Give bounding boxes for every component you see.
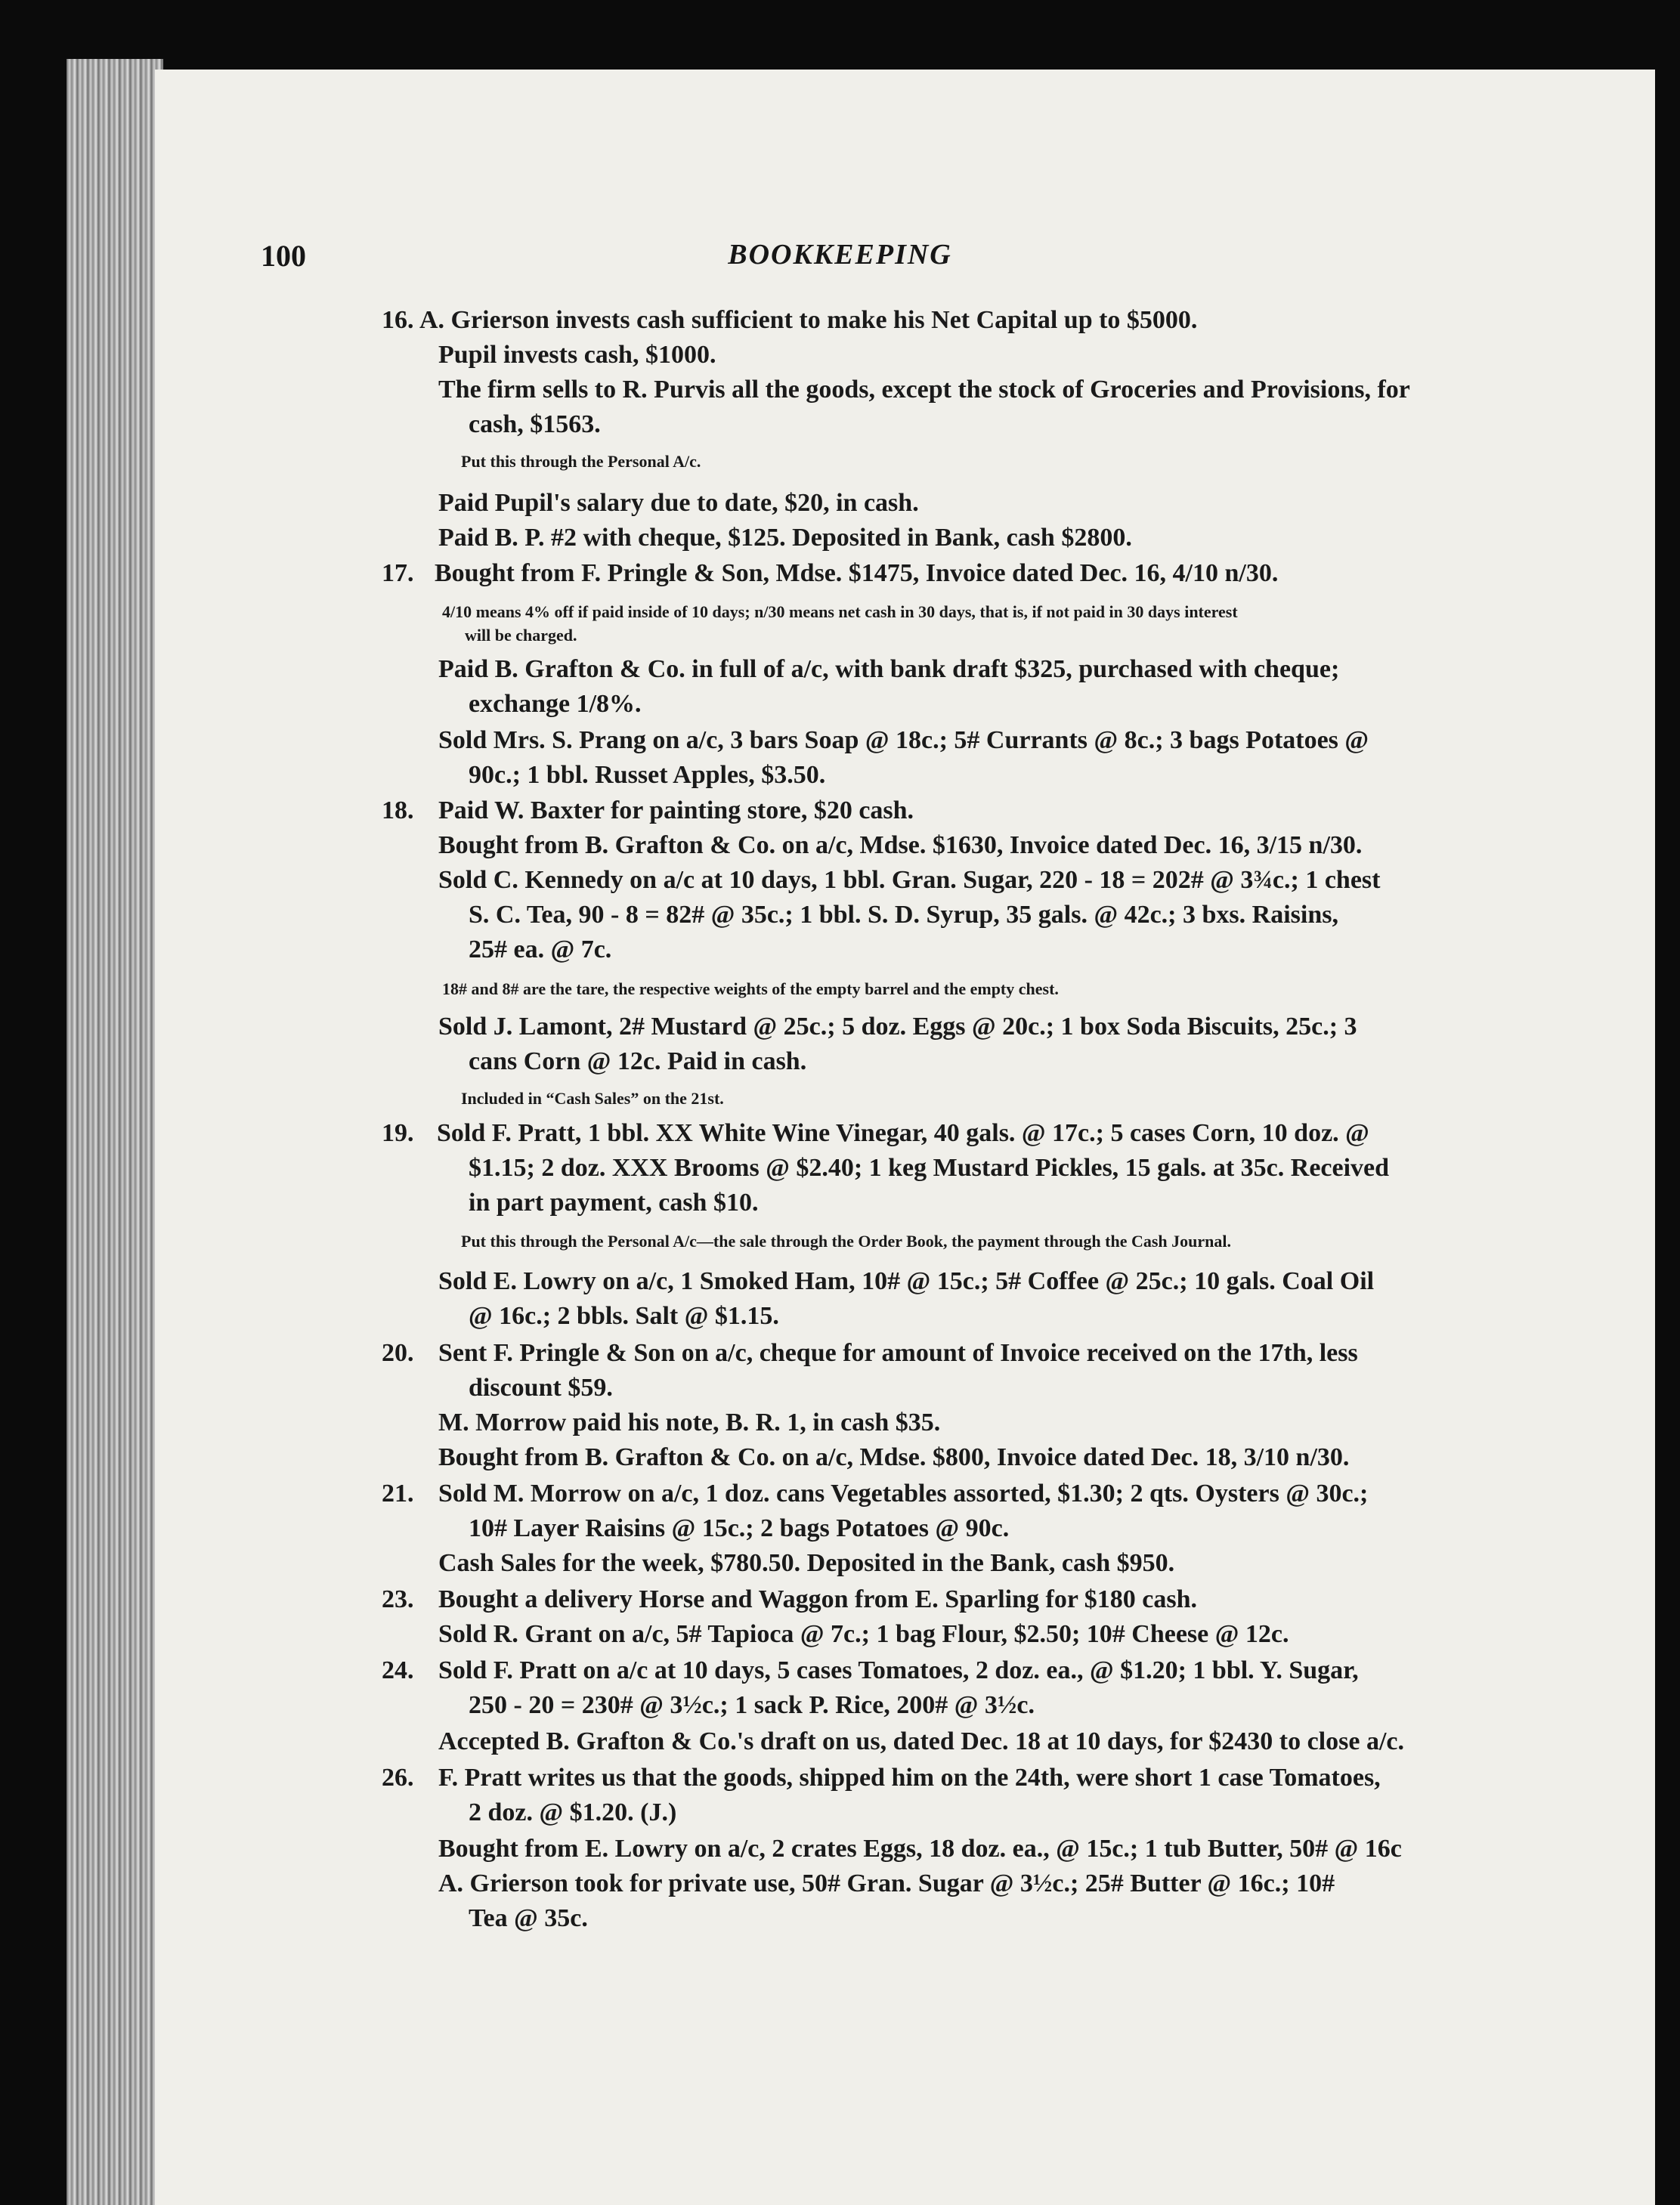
entry-line: A. Grierson invests cash sufficient to make his Net Capital up to $5000. — [419, 306, 1198, 334]
entry-line: @ 16c.; 2 bbls. Salt @ $1.15. — [469, 1302, 779, 1330]
entry-line: 10# Layer Raisins @ 15c.; 2 bags Potatoes @ 90c. — [469, 1514, 1010, 1542]
entry-line: 90c.; 1 bbl. Russet Apples, $3.50. — [469, 761, 826, 789]
entry-line: in part payment, cash $10. — [469, 1189, 759, 1217]
entry-line: Sold F. Pratt, 1 bbl. XX White Wine Vinegar, 40 gals. @ 17c.; 5 cases Corn, 10 doz. @ — [437, 1119, 1369, 1147]
entry-line: Sold E. Lowry on a/c, 1 Smoked Ham, 10# @ 15c.; 5# Coffee @ 25c.; 10 gals. Coal Oil — [438, 1267, 1375, 1295]
entry-line: Paid B. P. #2 with cheque, $125. Deposited in Bank, cash $2800. — [438, 524, 1132, 552]
entry-line: Bought from B. Grafton & Co. on a/c, Mdse. $800, Invoice dated Dec. 18, 3/10 n/30. — [438, 1443, 1350, 1471]
entry-line: 250 - 20 = 230# @ 3½c.; 1 sack P. Rice, 200# @ 3½c. — [469, 1691, 1035, 1719]
entry-line: discount $59. — [469, 1374, 613, 1402]
entry-day-24: 24. — [382, 1656, 414, 1684]
entry-day-20: 20. — [382, 1339, 414, 1367]
entry-note: 4/10 means 4% off if paid inside of 10 days; n/30 means net cash in 30 days, that is, if not paid in 30 days interest — [442, 602, 1238, 621]
entry-line: Sold M. Morrow on a/c, 1 doz. cans Vegetables assorted, $1.30; 2 qts. Oysters @ 30c.; — [438, 1480, 1369, 1508]
entry-line: Sold F. Pratt on a/c at 10 days, 5 cases Tomatoes, 2 doz. ea., @ $1.20; 1 bbl. Y. Sugar, — [438, 1656, 1359, 1684]
entry-line: Sold J. Lamont, 2# Mustard @ 25c.; 5 doz. Eggs @ 20c.; 1 box Soda Biscuits, 25c.; 3 — [438, 1013, 1357, 1041]
entry-line: S. C. Tea, 90 - 8 = 82# @ 35c.; 1 bbl. S. D. Syrup, 35 gals. @ 42c.; 3 bxs. Raisins, — [469, 901, 1338, 929]
entry-line: M. Morrow paid his note, B. R. 1, in cash $35. — [438, 1409, 941, 1436]
entry-day-16: 16. — [382, 306, 414, 334]
entry-line: Bought from B. Grafton & Co. on a/c, Mdse. $1630, Invoice dated Dec. 16, 3/15 n/30. — [438, 831, 1363, 859]
entry-line: exchange 1/8%. — [469, 690, 642, 718]
entry-line: Cash Sales for the week, $780.50. Deposited in the Bank, cash $950. — [438, 1549, 1175, 1577]
entry-line: cash, $1563. — [469, 410, 601, 438]
entry-line: A. Grierson took for private use, 50# Gran. Sugar @ 3½c.; 25# Butter @ 16c.; 10# — [438, 1869, 1335, 1897]
entry-line: Sold R. Grant on a/c, 5# Tapioca @ 7c.; 1 bag Flour, $2.50; 10# Cheese @ 12c. — [438, 1620, 1289, 1648]
entry-line: The firm sells to R. Purvis all the goods, except the stock of Groceries and Provisions, for — [438, 376, 1410, 404]
entry-day-18: 18. — [382, 796, 414, 824]
entry-line: Paid Pupil's salary due to date, $20, in cash. — [438, 489, 919, 517]
entry-note: Included in “Cash Sales” on the 21st. — [461, 1089, 724, 1108]
entry-note: Put this through the Personal A/c—the sale through the Order Book, the payment through the Cash Journal. — [461, 1232, 1232, 1251]
entry-note: 18# and 8# are the tare, the respective weights of the empty barrel and the empty chest. — [442, 979, 1059, 998]
entry-day-17: 17. — [382, 559, 414, 587]
entry-line: 25# ea. @ 7c. — [469, 936, 612, 963]
entry-line: Sent F. Pringle & Son on a/c, cheque for amount of Invoice received on the 17th, less — [438, 1339, 1358, 1367]
entry-line: Paid B. Grafton & Co. in full of a/c, with bank draft $325, purchased with cheque; — [438, 655, 1340, 683]
entry-line: 2 doz. @ $1.20. (J.) — [469, 1798, 677, 1826]
entry-day-21: 21. — [382, 1480, 414, 1508]
entry-day-26: 26. — [382, 1764, 414, 1792]
entry-line: Bought from F. Pringle & Son, Mdse. $1475, Invoice dated Dec. 16, 4/10 n/30. — [435, 559, 1279, 587]
entry-line: Tea @ 35c. — [469, 1904, 588, 1932]
entry-note: will be charged. — [465, 626, 577, 645]
entry-line: $1.15; 2 doz. XXX Brooms @ $2.40; 1 keg Mustard Pickles, 15 gals. at 35c. Received — [469, 1154, 1390, 1182]
entry-line: Accepted B. Grafton & Co.'s draft on us, dated Dec. 18 at 10 days, for $2430 to close a/c. — [438, 1727, 1405, 1755]
page-number: 100 — [261, 239, 306, 273]
entry-line: Paid W. Baxter for painting store, $20 cash. — [438, 796, 914, 824]
entry-line: Bought from E. Lowry on a/c, 2 crates Eggs, 18 doz. ea., @ 15c.; 1 tub Butter, 50# @ 16c — [438, 1835, 1402, 1863]
entry-line: Sold C. Kennedy on a/c at 10 days, 1 bbl. Gran. Sugar, 220 - 18 = 202# @ 3¾c.; 1 chest — [438, 866, 1381, 894]
entry-note: Put this through the Personal A/c. — [461, 452, 701, 471]
entry-line: cans Corn @ 12c. Paid in cash. — [469, 1047, 807, 1075]
entry-day-19: 19. — [382, 1119, 414, 1147]
entry-day-23: 23. — [382, 1585, 414, 1613]
entry-line: Bought a delivery Horse and Waggon from E. Sparling for $180 cash. — [438, 1585, 1198, 1613]
running-head: BOOKKEEPING — [728, 239, 952, 271]
entry-line: F. Pratt writes us that the goods, shipped him on the 24th, were short 1 case Tomatoes, — [438, 1764, 1381, 1792]
entry-line: Pupil invests cash, $1000. — [438, 341, 716, 369]
entry-line: Sold Mrs. S. Prang on a/c, 3 bars Soap @ 18c.; 5# Currants @ 8c.; 3 bags Potatoes @ — [438, 726, 1369, 754]
